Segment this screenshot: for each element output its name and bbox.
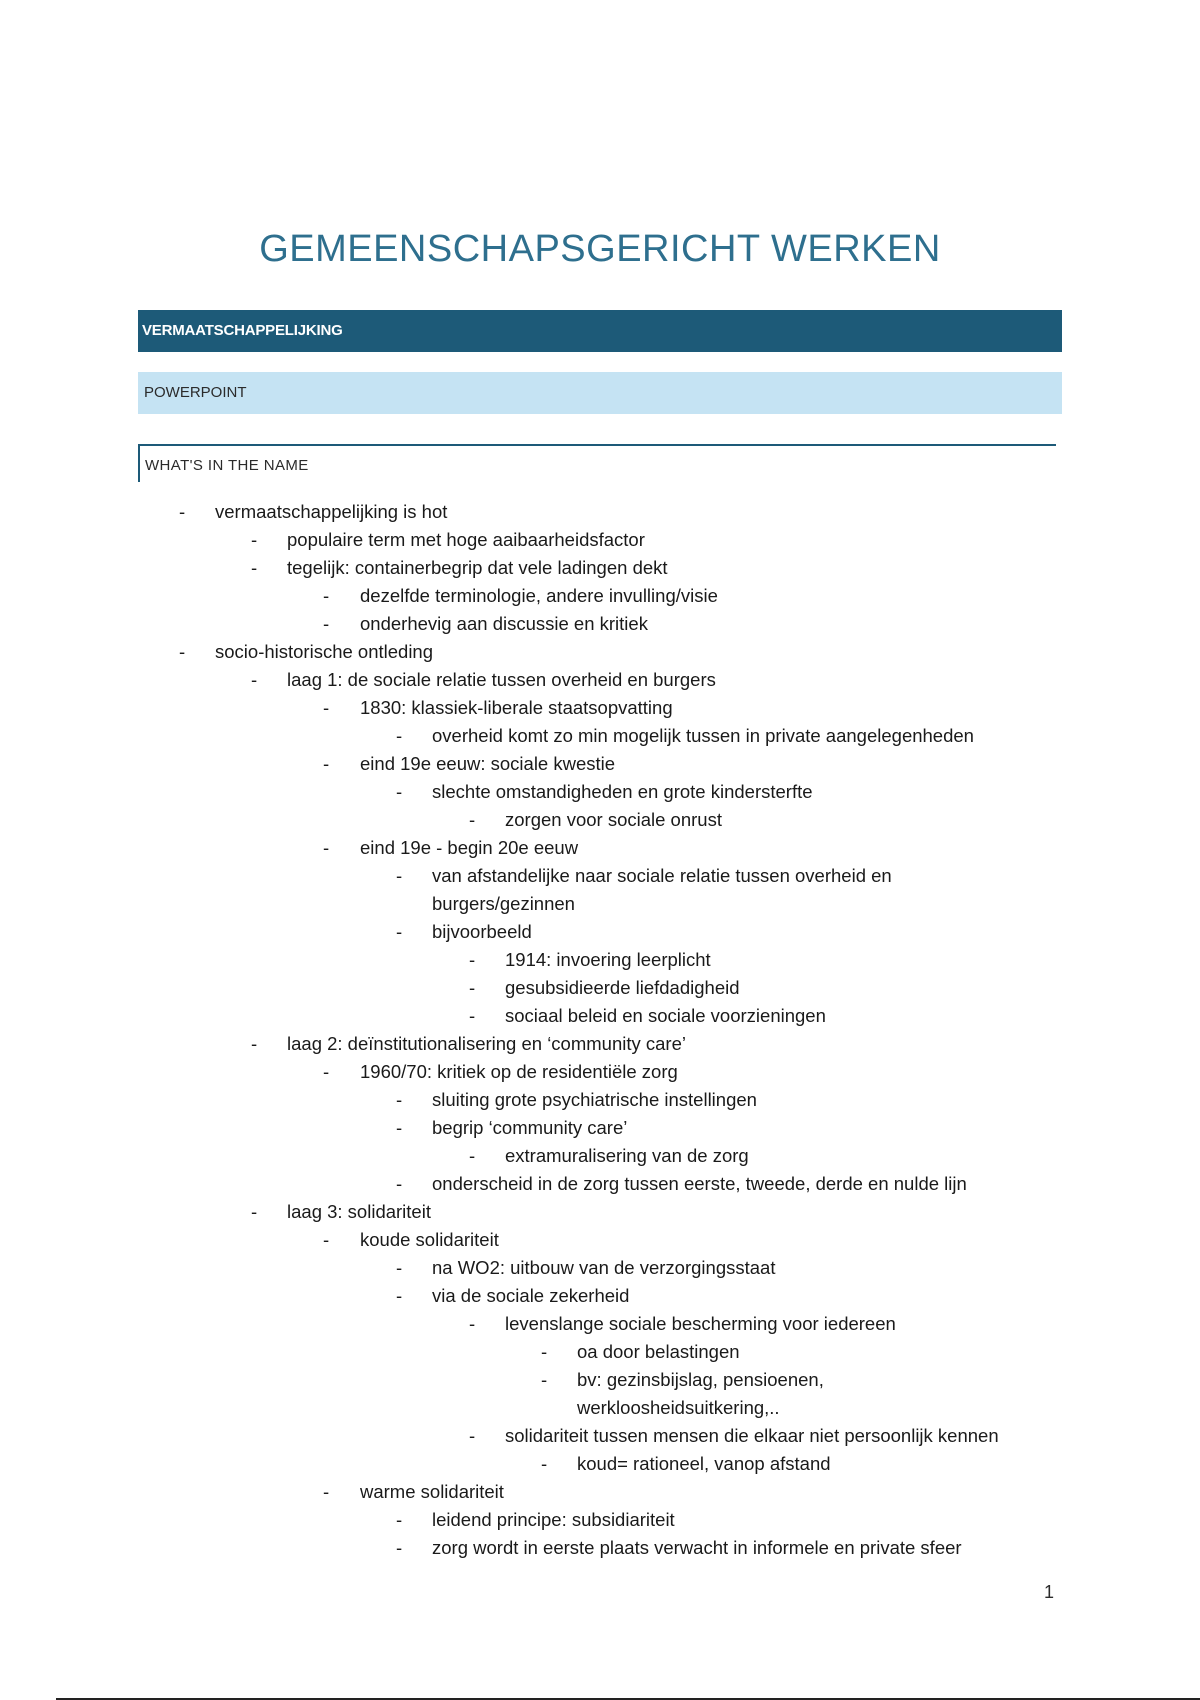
outline-item [0,834,1200,862]
outline-item-text: zorg wordt in eerste plaats verwacht in informele en private sfeer [432,1537,962,1558]
bullet-dash: - [541,1453,548,1474]
outline-item-text: onderhevig aan discussie en kritiek [360,613,648,634]
outline-item [0,1226,1200,1254]
bullet-dash: - [469,1313,476,1334]
bullet-outline [0,498,1200,1562]
bullet-dash: - [396,1173,403,1194]
bullet-dash: - [469,1145,476,1166]
outline-item [0,862,1200,918]
outline-item [0,1086,1200,1114]
outline-item-text: sociaal beleid en sociale voorzieningen [505,1005,826,1026]
heading-whats-in-the-name: WHAT'S IN THE NAME [138,444,1056,482]
outline-item-text: oa door belastingen [577,1341,740,1362]
outline-item [0,1338,1200,1366]
bullet-dash: - [323,585,330,606]
bullet-dash: - [251,669,258,690]
outline-item-text: slechte omstandigheden en grote kindersterfte [432,781,813,802]
document-title: GEMEENSCHAPSGERICHT WERKEN [259,228,941,270]
outline-item-text: tegelijk: containerbegrip dat vele ladingen dekt [287,557,668,578]
outline-item-text: 1914: invoering leerplicht [505,949,711,970]
bullet-dash: - [396,1509,403,1530]
outline-item [0,498,1200,526]
outline-item-text: laag 2: deïnstitutionalisering en ‘community care’ [287,1033,686,1054]
outline-item-text: bijvoorbeeld [432,921,532,942]
bullet-dash: - [469,949,476,970]
outline-item [0,1058,1200,1086]
bullet-dash: - [323,1481,330,1502]
page-number: 1 [1044,1582,1055,1602]
outline-item [0,610,1200,638]
bullet-dash: - [323,753,330,774]
outline-item [0,974,1200,1002]
outline-item [0,918,1200,946]
outline-item-text: levenslange sociale bescherming voor iedereen [505,1313,896,1334]
outline-item [0,1478,1200,1506]
outline-item [0,1170,1200,1198]
outline-item-text: na WO2: uitbouw van de verzorgingsstaat [432,1257,776,1278]
outline-item [0,526,1200,554]
outline-item [0,638,1200,666]
outline-item [0,1422,1200,1450]
outline-item [0,582,1200,610]
outline-item-text: via de sociale zekerheid [432,1285,630,1306]
outline-item [0,750,1200,778]
bullet-dash: - [396,725,403,746]
bullet-dash: - [396,1537,403,1558]
outline-item-text: solidariteit tussen mensen die elkaar niet persoonlijk kennen [505,1425,999,1446]
outline-item [0,778,1200,806]
outline-item-text: begrip ‘community care’ [432,1117,628,1138]
outline-item-text: warme solidariteit [360,1481,504,1502]
outline-item [0,1506,1200,1534]
outline-item [0,1534,1200,1562]
outline-item-text: gesubsidieerde liefdadigheid [505,977,740,998]
bullet-dash: - [323,1061,330,1082]
outline-item-text: overheid komt zo min mogelijk tussen in private aangelegenheden [432,725,974,746]
outline-item-text: extramuralisering van de zorg [505,1145,749,1166]
outline-item [0,554,1200,582]
outline-item-text: laag 1: de sociale relatie tussen overheid en burgers [287,669,716,690]
bullet-dash: - [469,1425,476,1446]
heading-vermaatschappelijking: VERMAATSCHAPPELIJKING [138,310,1062,352]
bullet-dash: - [323,697,330,718]
outline-item [0,1450,1200,1478]
outline-item-text: socio-historische ontleding [215,641,434,662]
bullet-dash: - [396,1089,403,1110]
outline-item-text: bv: gezinsbijslag, pensioenen, werkloosheidsuitkering,.. [577,1369,824,1418]
outline-item [0,946,1200,974]
outline-item-text: vermaatschappelijking is hot [215,501,448,522]
outline-item [0,1114,1200,1142]
outline-item-text: zorgen voor sociale onrust [505,809,722,830]
outline-item [0,694,1200,722]
outline-item-text: sluiting grote psychiatrische instellingen [432,1089,757,1110]
outline-item-text: koud= rationeel, vanop afstand [577,1453,831,1474]
bullet-dash: - [469,977,476,998]
bullet-dash: - [251,557,258,578]
outline-item-text: 1830: klassiek-liberale staatsopvatting [360,697,673,718]
bullet-dash: - [251,529,258,550]
bullet-dash: - [251,1033,258,1054]
outline-item-text: koude solidariteit [360,1229,499,1250]
outline-item [0,1282,1200,1310]
bullet-dash: - [541,1341,548,1362]
bullet-dash: - [323,1229,330,1250]
outline-item [0,1310,1200,1338]
outline-item [0,1198,1200,1226]
bullet-dash: - [469,1005,476,1026]
outline-item [0,666,1200,694]
bullet-dash: - [323,613,330,634]
bullet-dash: - [396,781,403,802]
bullet-dash: - [179,501,186,522]
outline-item [0,722,1200,750]
outline-item-text: laag 3: solidariteit [287,1201,431,1222]
outline-item-text: leidend principe: subsidiariteit [432,1509,675,1530]
bullet-dash: - [396,1257,403,1278]
bullet-dash: - [541,1369,548,1390]
outline-item-text: onderscheid in de zorg tussen eerste, tweede, derde en nulde lijn [432,1173,967,1194]
outline-item-text: 1960/70: kritiek op de residentiële zorg [360,1061,678,1082]
bullet-dash: - [251,1201,258,1222]
outline-item [0,1030,1200,1058]
outline-item [0,1002,1200,1030]
bullet-dash: - [396,1285,403,1306]
outline-item-text: dezelfde terminologie, andere invulling/visie [360,585,718,606]
outline-item [0,1366,1200,1422]
outline-item [0,806,1200,834]
bullet-dash: - [396,921,403,942]
outline-item [0,1254,1200,1282]
outline-item-text: eind 19e - begin 20e eeuw [360,837,579,858]
outline-item-text: populaire term met hoge aaibaarheidsfactor [287,529,645,550]
heading-powerpoint: POWERPOINT [138,372,1062,414]
bullet-dash: - [396,865,403,886]
outline-item [0,1142,1200,1170]
outline-item-text: van afstandelijke naar sociale relatie tussen overheid en burgers/gezinnen [432,865,892,914]
bullet-dash: - [396,1117,403,1138]
bullet-dash: - [323,837,330,858]
bullet-dash: - [179,641,186,662]
outline-item-text: eind 19e eeuw: sociale kwestie [360,753,616,774]
bullet-dash: - [469,809,476,830]
